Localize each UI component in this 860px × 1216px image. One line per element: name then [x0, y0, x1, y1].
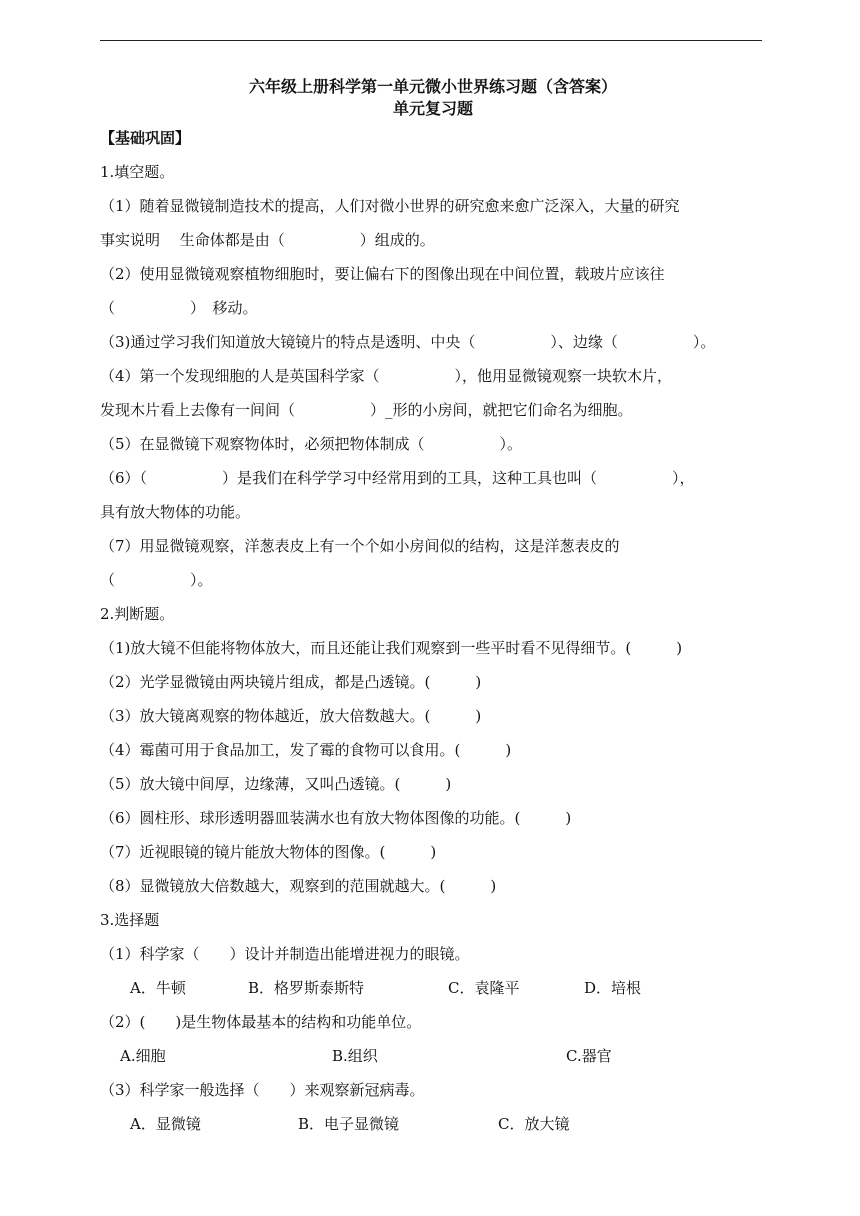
judge-item: （1)放大镜不但能将物体放大，而且还能让我们观察到一些平时看不见得细节。( )	[100, 639, 683, 657]
fill-q6-line1: （6）（ ）是我们在科学学习中经常用到的工具，这种工具也叫（ ），	[100, 469, 695, 487]
judge-item: （2）光学显微镜由两块镜片组成，都是凸透镜。( )	[100, 673, 482, 691]
section-heading: 【基础巩固】	[100, 129, 191, 147]
fill-q4-line1: （4）第一个发现细胞的人是英国科学家（ ），他用显微镜观察一块软木片，	[100, 367, 673, 385]
option-a: A.细胞	[120, 1047, 166, 1065]
choice-heading: 3.选择题	[100, 911, 160, 929]
option-b: B．电子显微镜	[298, 1115, 400, 1133]
judge-item: （3）放大镜离观察的物体越近，放大倍数越大。( )	[100, 707, 482, 725]
option-b: B．格罗斯泰斯特	[248, 979, 365, 997]
choice-q1-options	[100, 976, 766, 1000]
choice-q2-options	[100, 1044, 766, 1068]
choice-q2: （2）( )是生物体最基本的结构和功能单位。	[100, 1013, 422, 1031]
page-title: 六年级上册科学第一单元微小世界练习题（含答案）	[248, 77, 617, 96]
fill-q1-line1: （1）随着显微镜制造技术的提高，人们对微小世界的研究愈来愈广泛深入，大量的研究	[100, 197, 680, 215]
choice-q1: （1）科学家（ ）设计并制造出能增进视力的眼镜。	[100, 945, 470, 963]
fill-q3: （3)通过学习我们知道放大镜镜片的特点是透明、中央（ ）、边缘（ ）。	[100, 333, 716, 351]
judge-item: （6）圆柱形、球形透明器皿装满水也有放大物体图像的功能。( )	[100, 809, 572, 827]
fill-q5: （5）在显微镜下观察物体时，必须把物体制成（ ）。	[100, 435, 523, 453]
fill-q2-line2: （ ） 移动。	[100, 299, 258, 317]
option-b: B.组织	[332, 1047, 378, 1065]
choice-q3: （3）科学家一般选择（ ）来观察新冠病毒。	[100, 1081, 425, 1099]
judge-item: （4）霉菌可用于食品加工，发了霉的食物可以食用。( )	[100, 741, 512, 759]
fill-q7-line1: （7）用显微镜观察，洋葱表皮上有一个个如小房间似的结构，这是洋葱表皮的	[100, 537, 620, 555]
option-c: C.器官	[566, 1047, 612, 1065]
judge-item: （8）显微镜放大倍数越大，观察到的范围就越大。( )	[100, 877, 497, 895]
fill-q7-line2: （ ）。	[100, 571, 213, 589]
option-c: C．放大镜	[498, 1115, 570, 1133]
fill-q2-line1: （2）使用显微镜观察植物细胞时，要让偏右下的图像出现在中间位置，载玻片应该往	[100, 265, 665, 283]
fill-q4-line2: 发现木片看上去像有一间间（ ）_形的小房间，就把它们命名为细胞。	[100, 401, 633, 419]
page-subtitle: 单元复习题	[392, 99, 473, 118]
option-a: A．显微镜	[130, 1115, 201, 1133]
option-d: D．培根	[584, 979, 642, 997]
header-rule	[100, 40, 762, 41]
choice-q3-options	[100, 1112, 766, 1136]
fill-q6-line2: 具有放大物体的功能。	[100, 503, 251, 521]
judge-item: （7）近视眼镜的镜片能放大物体的图像。( )	[100, 843, 437, 861]
fill-heading: 1.填空题。	[100, 163, 175, 181]
option-c: C．袁隆平	[448, 979, 520, 997]
judge-heading: 2.判断题。	[100, 605, 175, 623]
worksheet	[100, 76, 766, 1146]
judge-item: （5）放大镜中间厚，边缘薄，又叫凸透镜。( )	[100, 775, 452, 793]
fill-q1-line2: 事实说明 生命体都是由（ ）组成的。	[100, 231, 435, 249]
option-a: A．牛顿	[130, 979, 186, 997]
